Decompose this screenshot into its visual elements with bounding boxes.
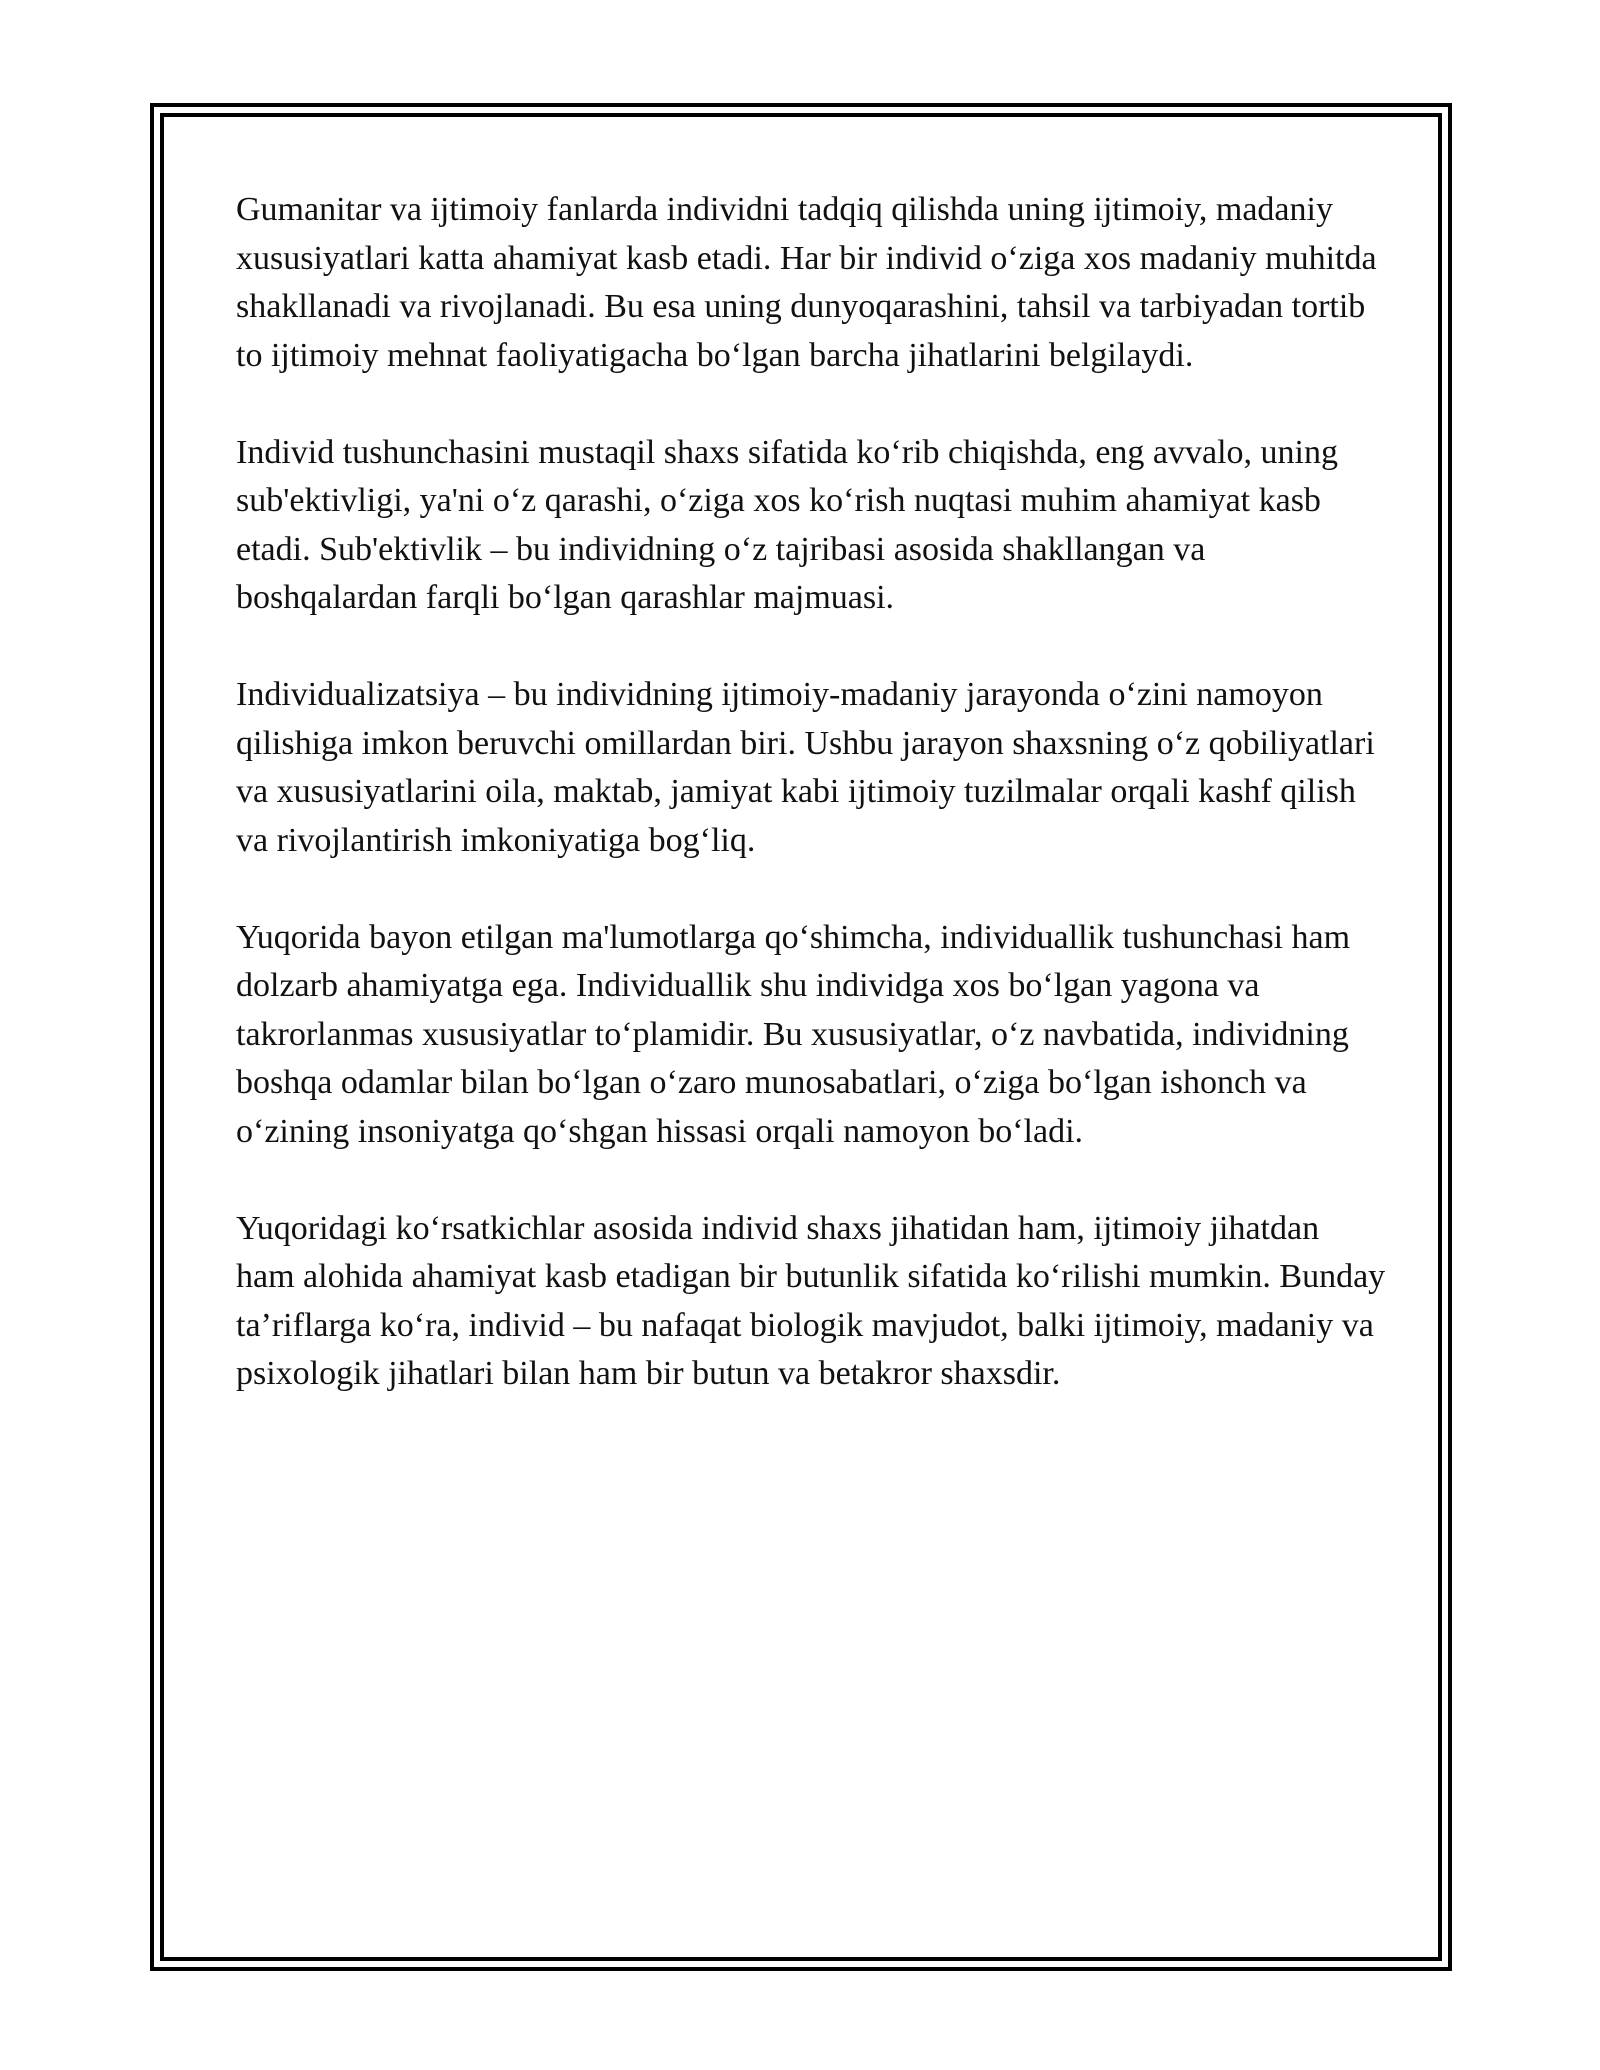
document-body [236, 186, 1386, 1447]
paragraph-3: Individualizatsiya – bu individning ijtimoiy-madaniy jarayonda o‘zini namoyon qilishiga imkon beruvchi omillardan biri. Ushbu jarayon shaxsning o‘z qobiliyatlari va xususiyatlarini oila, maktab, jamiyat kabi ijtimoiy tuzilmalar orqali kashf qilish va rivojlantirish imkoniyatiga bog‘liq. [236, 676, 1375, 859]
paragraph-1: Gumanitar va ijtimoiy fanlarda individni tadqiq qilishda uning ijtimoiy, madaniy xususiyatlari katta ahamiyat kasb etadi. Har bir individ o‘ziga xos madaniy muhitda shakllanadi va rivojlanadi. Bu esa uning dunyoqarashini, tahsil va tarbiyadan tortib to ijtimoiy mehnat faoliyatigacha bo‘lgan barcha jihatlarini belgilaydi. [236, 191, 1377, 374]
paragraph-4: Yuqorida bayon etilgan ma'lumotlarga qo‘shimcha, individuallik tushunchasi ham dolzarb ahamiyatga ega. Individuallik shu individga xos bo‘lgan yagona va takrorlanmas xususiyatlar to‘plamidir. Bu xususiyatlar, o‘z navbatida, individning boshqa odamlar bilan bo‘lgan o‘zaro munosabatlari, o‘ziga bo‘lgan ishonch va o‘zining insoniyatga qo‘shgan hissasi orqali namoyon bo‘ladi. [236, 918, 1351, 1150]
paragraph-2: Individ tushunchasini mustaqil shaxs sifatida ko‘rib chiqishda, eng avvalo, uning sub'ektivligi, ya'ni o‘z qarashi, o‘ziga xos ko‘rish nuqtasi muhim ahamiyat kasb etadi. Sub'ektivlik – bu individning o‘z tajribasi asosida shakllangan va boshqalardan farqli bo‘lgan qarashlar majmuasi. [236, 433, 1338, 616]
paragraph-5: Yuqoridagi ko‘rsatkichlar asosida individ shaxs jihatidan ham, ijtimoiy jihatdan ham alohida ahamiyat kasb etadigan bir butunlik sifatida ko‘rilishi mumkin. Bunday ta’riflarga ko‘ra, individ – bu nafaqat biologik mavjudot, balki ijtimoiy, madaniy va psixologik jihatlari bilan ham bir butun va betakror shaxsdir. [236, 1209, 1386, 1392]
